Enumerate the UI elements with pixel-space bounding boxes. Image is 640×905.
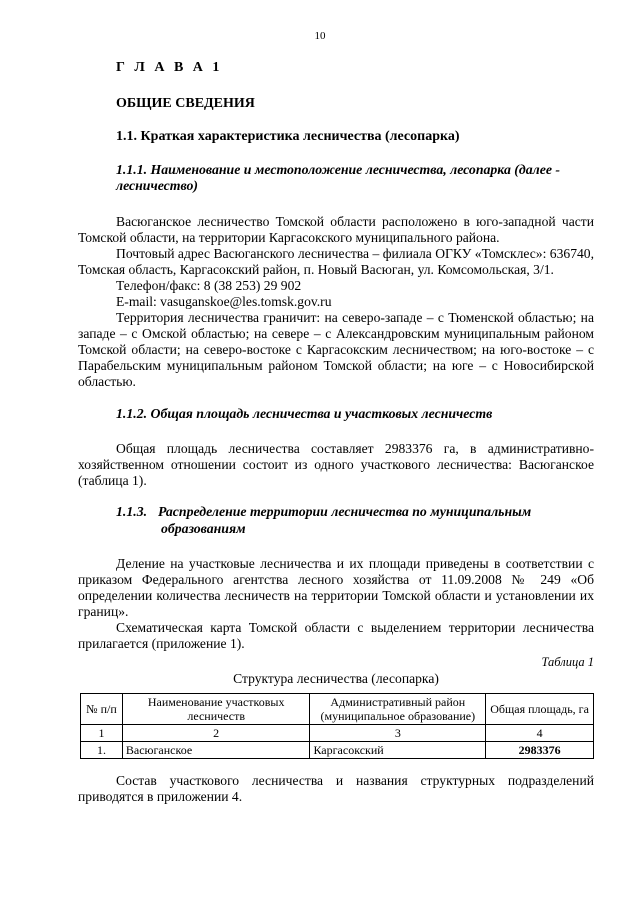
row-area-cell: 2983376: [486, 742, 594, 759]
paragraph-total-area: Общая площадь лесничества составляет 2983376 га, в административно-хозяйственном отношении состоит из одного участкового лесничества: Васюганское (таблица 1).: [78, 441, 594, 488]
paragraph-map: Схематическая карта Томской области с выделением территории лесничества прилагается (приложение 1).: [78, 620, 594, 651]
header-cell-number: № п/п: [81, 694, 123, 725]
section-1-1-3-number: 1.1.3.: [116, 504, 148, 519]
paragraph-borders: Территория лесничества граничит: на северо-западе – с Тюменской областью; на западе – с Омской областью; на севере – с Александровским муниципальным районом Томской области; на северо-востоке с Каргасокским лесничеством; на юго-востоке – с Парабельским муниципальным районом Томской области; на юге – с Новосибирской областью.: [78, 310, 594, 389]
column-number-cell: 2: [122, 725, 310, 742]
header-cell-district: Административный район (муниципальное образование): [310, 694, 486, 725]
section-1-1-2-body: [78, 441, 594, 489]
row-name-cell: Васюганское: [122, 742, 310, 759]
column-number-cell: 4: [486, 725, 594, 742]
paragraph-phone: Телефон/факс: 8 (38 253) 29 902: [116, 278, 302, 293]
paragraph-composition: Состав участкового лесничества и названия структурных подразделений приводятся в приложении 4.: [78, 773, 594, 804]
paragraph-location: Васюганское лесничество Томской области расположено в юго-западной части Томской области, на территории Каргасокского муниципального района.: [78, 214, 594, 245]
table-caption: Таблица 1: [541, 655, 594, 669]
table-title: Структура лесничества (лесопарка): [233, 671, 439, 686]
structure-table: [80, 693, 594, 759]
general-title: ОБЩИЕ СВЕДЕНИЯ: [116, 96, 255, 111]
section-1-1-3-body: [78, 556, 594, 652]
table-row: [81, 742, 594, 759]
section-1-1-title: 1.1. Краткая характеристика лесничества (лесопарка): [116, 129, 460, 144]
table-column-number-row: [81, 725, 594, 742]
page-content: [78, 60, 594, 805]
header-cell-area: Общая площадь, га: [486, 694, 594, 725]
header-cell-name: Наименование участковых лесничеств: [122, 694, 310, 725]
section-1-1-3-title-line1: Распределение территории лесничества по муниципальным: [158, 504, 532, 519]
section-1-1-3-title-line2: образованиям: [161, 521, 246, 536]
row-number-cell: 1.: [81, 742, 123, 759]
paragraph-address: Почтовый адрес Васюганского лесничества – филиала ОГКУ «Томсклес»: 636740, Томская область, Каргасокский район, п. Новый Васюган, ул. Комсомольская, 3/1.: [78, 246, 594, 277]
closing-body: [78, 773, 594, 805]
column-number-cell: 3: [310, 725, 486, 742]
paragraph-division: Деление на участковые лесничества и их площади приведены в соответствии с приказом Федерального агентства лесного хозяйства от 11.09.2008 № 249 «Об определении количества лесничеств на территории Томской области и установлении их границ».: [78, 556, 594, 619]
section-1-1-3-title: [116, 503, 594, 537]
paragraph-email: E-mail: vasuganskoe@les.tomsk.gov.ru: [116, 294, 332, 309]
chapter-heading: Г Л А В А 1: [116, 60, 223, 75]
table-header-row: [81, 694, 594, 725]
column-number-cell: 1: [81, 725, 123, 742]
section-1-1-2-title: 1.1.2. Общая площадь лесничества и участковых лесничеств: [116, 406, 493, 421]
section-1-1-1-body: [78, 214, 594, 390]
page-number: 10: [314, 30, 326, 42]
row-district-cell: Каргасокский: [310, 742, 486, 759]
section-1-1-1-title: 1.1.1. Наименование и местоположение лесничества, лесопарка (далее - лесничество): [116, 162, 560, 193]
